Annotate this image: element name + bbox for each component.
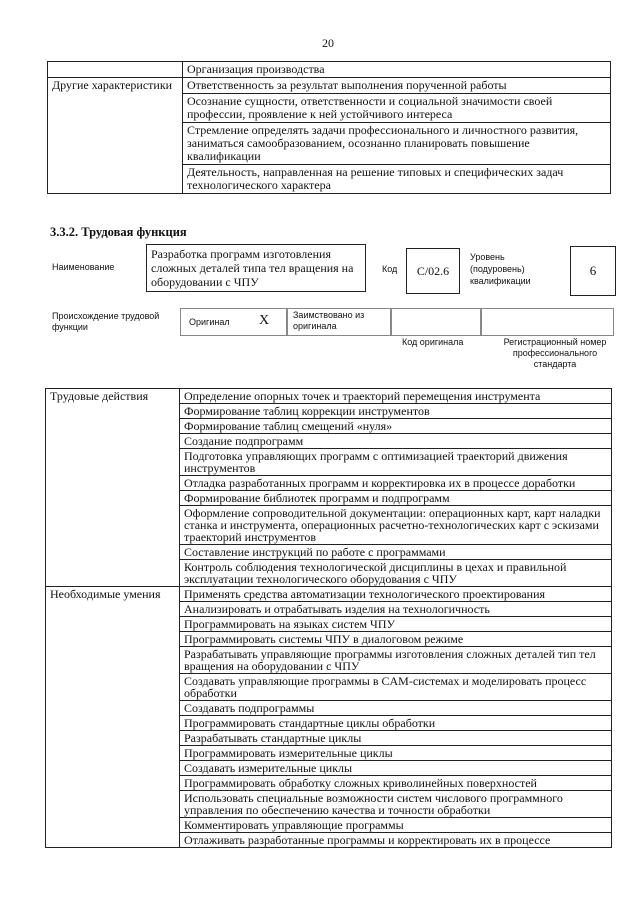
row-text: Создавать подпрограммы bbox=[180, 701, 612, 716]
code-value: C/02.6 bbox=[416, 263, 450, 278]
group-label: Трудовые действия bbox=[46, 389, 180, 587]
level-label: Уровень (подуровень) квалификации bbox=[470, 252, 531, 286]
characteristic-text: Организация производства bbox=[183, 62, 611, 78]
original-cell bbox=[180, 308, 288, 336]
borrowed-cell bbox=[286, 308, 392, 336]
reg-number-cell bbox=[480, 308, 614, 336]
group-label: Необходимые умения bbox=[46, 587, 180, 848]
row-text: Создавать управляющие программы в CAM-системах и моделировать процесс обработки bbox=[180, 674, 612, 701]
row-text: Разрабатывать стандартные циклы bbox=[180, 731, 612, 746]
level-box bbox=[570, 246, 616, 296]
code-label: Код bbox=[382, 264, 398, 274]
page-number: 20 bbox=[322, 36, 334, 50]
row-text: Разрабатывать управляющие программы изготовления сложных деталей тип тел вращения на оборудовании с ЧПУ bbox=[180, 647, 612, 674]
table-row bbox=[46, 587, 612, 602]
row-text: Программировать на языках систем ЧПУ bbox=[180, 617, 612, 632]
code-box bbox=[406, 248, 460, 294]
origin-code-label: Код оригинала bbox=[402, 337, 464, 347]
row-text: Отлаживать разработанные программы и корректировать их в процессе bbox=[180, 833, 612, 848]
row-text: Формирование таблиц коррекции инструментов bbox=[180, 404, 612, 419]
characteristic-text: Осознание сущности, ответственности и социальной значимости своей профессии, проявление к ней устойчивого интереса bbox=[183, 94, 611, 123]
row-text: Подготовка управляющих программ с оптимизацией траекторий движения инструментов bbox=[180, 449, 612, 476]
origin-label: Происхождение трудовой функции bbox=[52, 311, 160, 332]
characteristic-row bbox=[48, 78, 611, 94]
row-text: Программировать системы ЧПУ в диалоговом режиме bbox=[180, 632, 612, 647]
row-text: Составление инструкций по работе с программами bbox=[180, 545, 612, 560]
characteristic-text: Ответственность за результат выполнения порученной работы bbox=[183, 78, 611, 94]
row-text: Анализировать и отрабатывать изделия на технологичность bbox=[180, 602, 612, 617]
table-row bbox=[46, 389, 612, 404]
characteristic-row bbox=[48, 62, 611, 78]
row-text: Использовать специальные возможности систем числового программного управления по обеспечению качества и точности обработки bbox=[180, 791, 612, 818]
row-text: Программировать измерительные циклы bbox=[180, 746, 612, 761]
borrowed-label: Заимствовано из оригинала bbox=[293, 310, 365, 331]
original-mark: X bbox=[259, 313, 270, 328]
row-text: Комментировать управляющие программы bbox=[180, 818, 612, 833]
labor-function-table bbox=[45, 388, 612, 848]
group-label: Другие характеристики bbox=[48, 78, 183, 194]
row-text: Формирование библиотек программ и подпрограмм bbox=[180, 491, 612, 506]
row-text: Определение опорных точек и траекторий перемещения инструмента bbox=[180, 389, 612, 404]
blank-cell bbox=[48, 62, 183, 78]
row-text: Отладка разработанных программ и корректировка их в процессе доработки bbox=[180, 476, 612, 491]
row-text: Создание подпрограмм bbox=[180, 434, 612, 449]
row-text: Программировать стандартные циклы обработки bbox=[180, 716, 612, 731]
level-value: 6 bbox=[589, 263, 597, 278]
row-text: Оформление сопроводительной документации: операционных карт, карт наладки станка и инструмента, операционных расчетно-технологических карт с эскизами траекторий инструментов bbox=[180, 506, 612, 545]
section-title: 3.3.2. Трудовая функция bbox=[50, 225, 187, 239]
name-label: Наименование bbox=[52, 262, 115, 272]
original-label: Оригинал bbox=[189, 317, 230, 327]
characteristic-text: Деятельность, направленная на решение типовых и специфических задач технологического характера bbox=[183, 165, 611, 194]
reg-number-label: Регистрационный номер профессионального стандарта bbox=[503, 337, 607, 369]
row-text: Контроль соблюдения технологической дисциплины в цехах и правильной эксплуатации технологического оборудования с ЧПУ bbox=[180, 560, 612, 587]
function-name: Разработка программ изготовления сложных деталей типа тел вращения на оборудовании с ЧПУ bbox=[151, 247, 354, 289]
row-text: Применять средства автоматизации технологического проектирования bbox=[180, 587, 612, 602]
other-characteristics-table bbox=[47, 61, 611, 194]
characteristic-text: Стремление определять задачи профессионального и личностного развития, заниматься самообразованием, осознанно планировать повышение квалификации bbox=[183, 123, 611, 165]
origin-code-cell bbox=[390, 308, 482, 336]
row-text: Формирование таблиц смещений «нуля» bbox=[180, 419, 612, 434]
function-name-box bbox=[146, 244, 366, 292]
row-text: Программировать обработку сложных криволинейных поверхностей bbox=[180, 776, 612, 791]
row-text: Создавать измерительные циклы bbox=[180, 761, 612, 776]
